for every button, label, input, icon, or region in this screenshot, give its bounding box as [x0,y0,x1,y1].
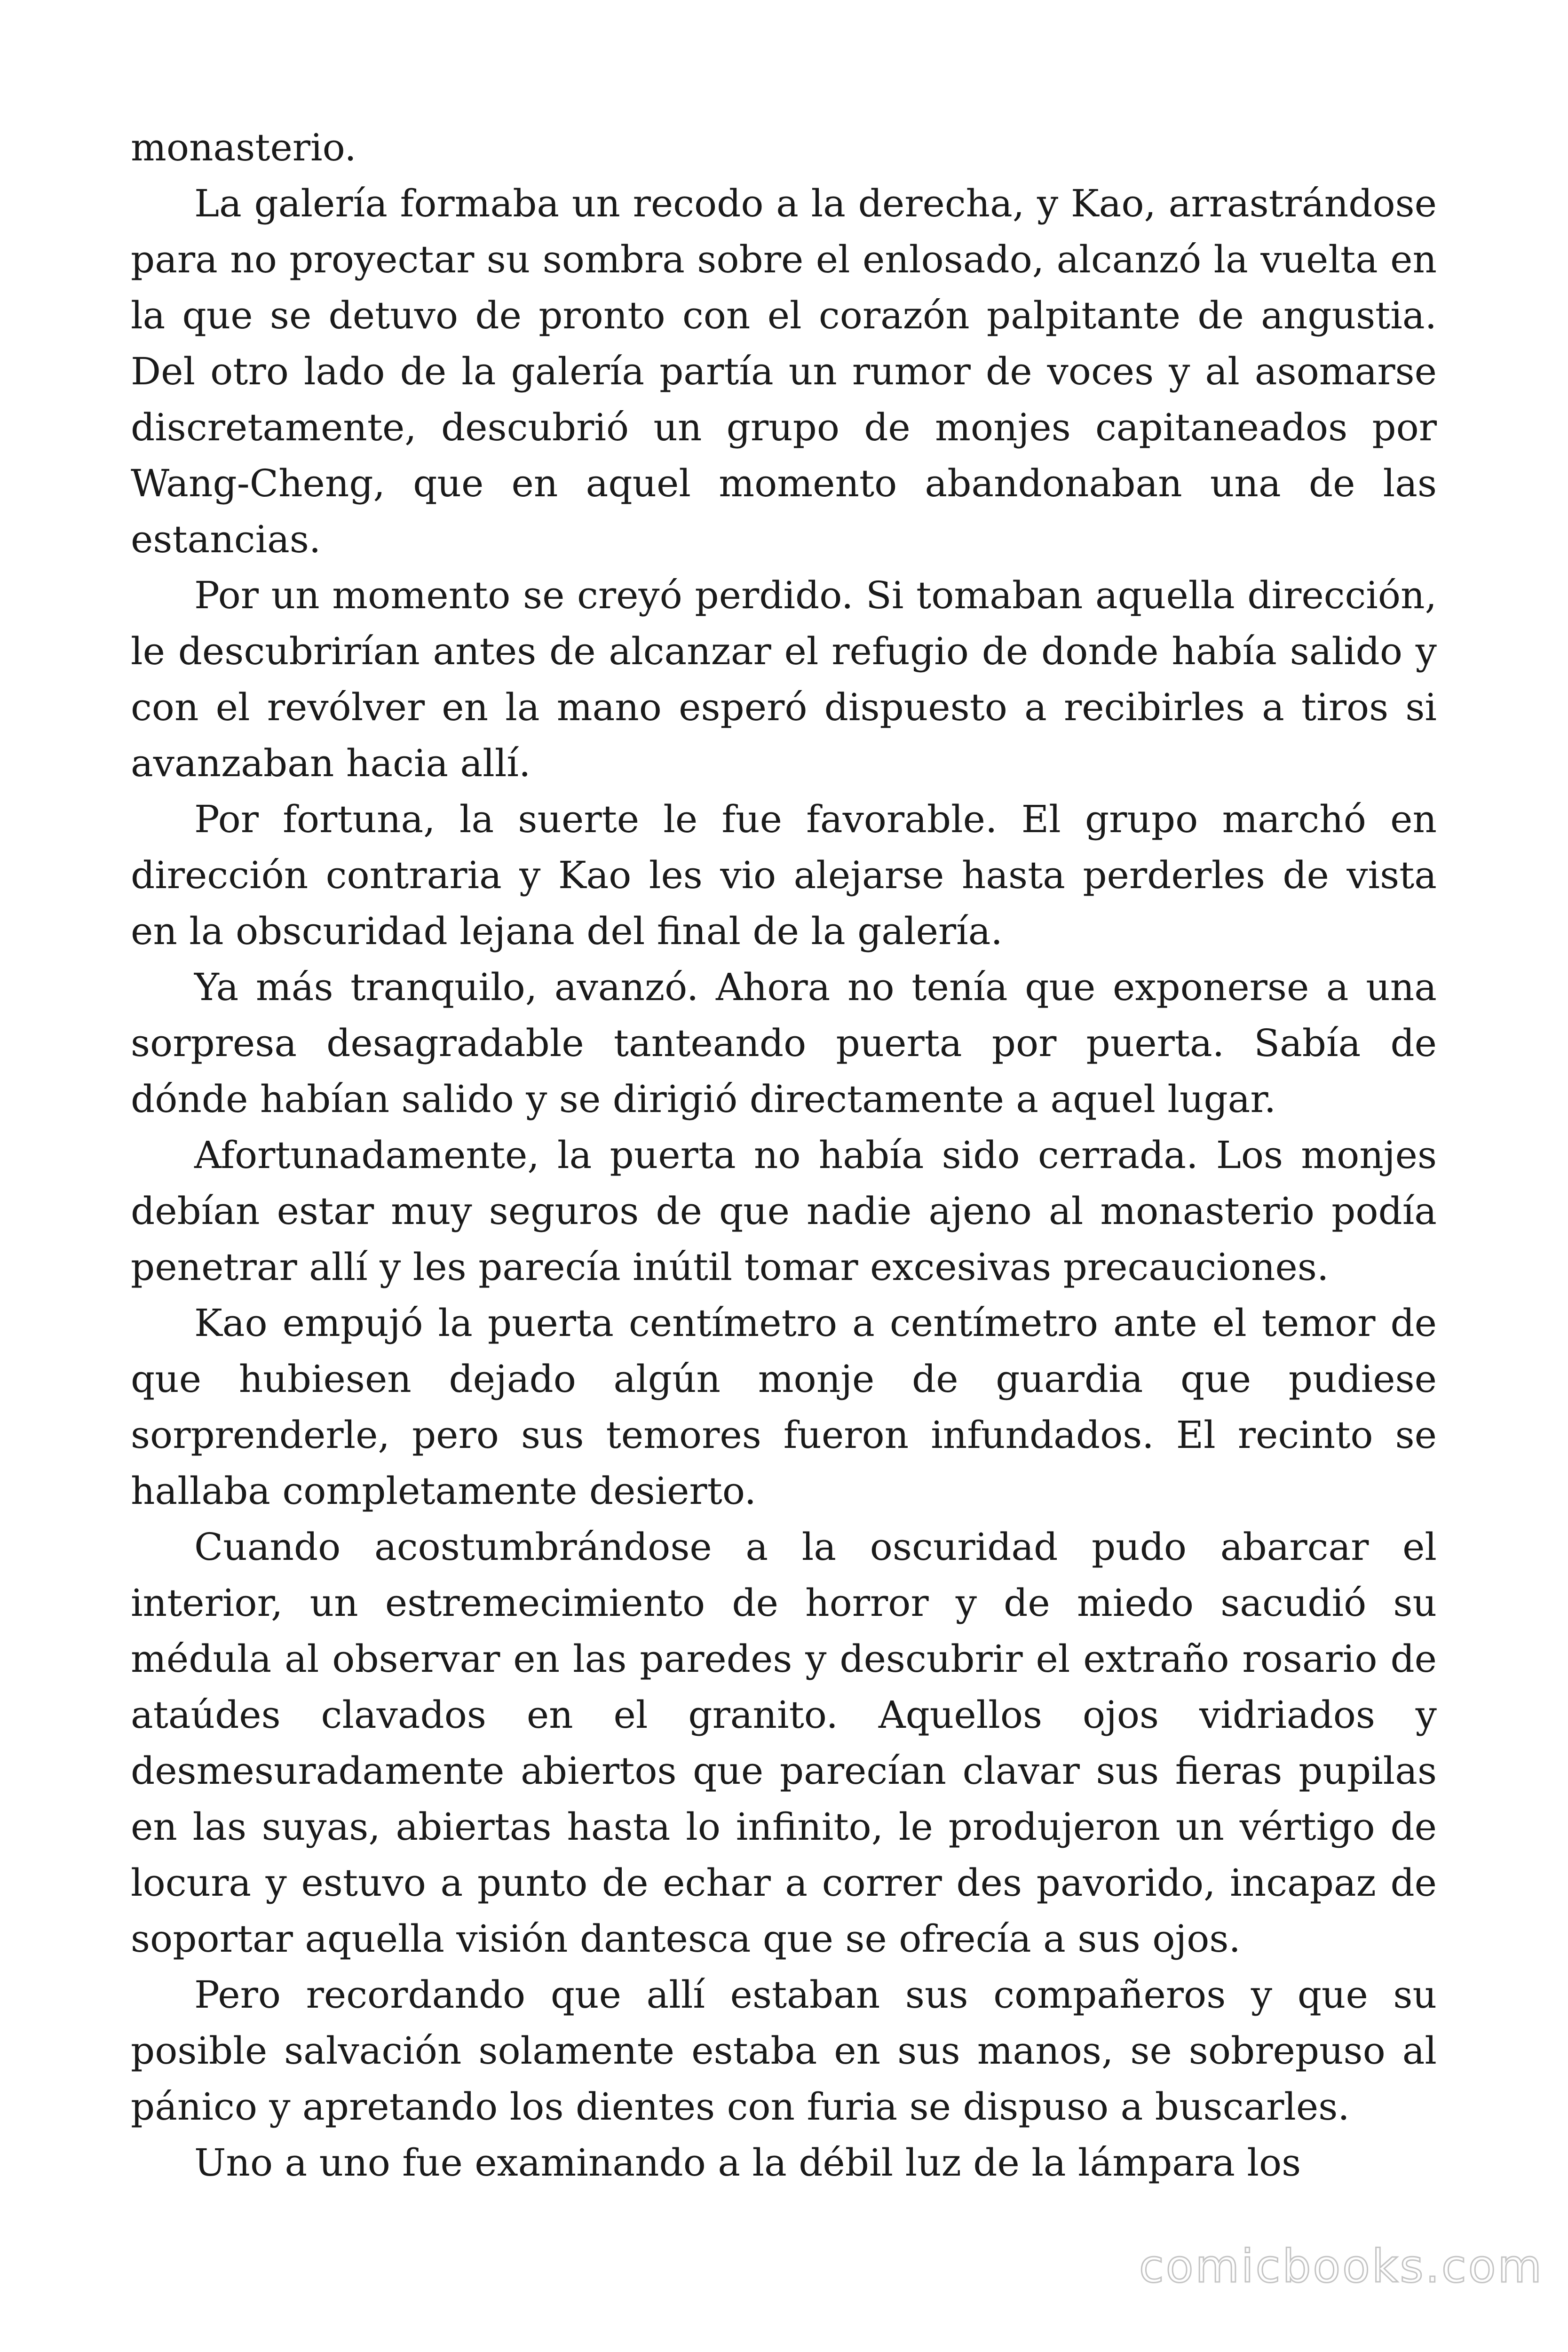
paragraph: Por un momento se creyó perdido. Si tomaban aquella dirección, le descubrirían antes de alcanzar el refugio de donde había salido y con el revólver en la mano esperó dispuesto a recibirles a tiros si avanzaban hacia allí. [131,573,1437,785]
paragraph: Pero recordando que allí estaban sus compañeros y que su posible salvación solamente estaba en sus manos, se sobrepuso al pánico y apretando los dientes con furia se dispuso a buscarles. [131,1973,1437,2129]
paragraph: Cuando acostumbrándose a la oscuridad pudo abarcar el interior, un estremecimiento de horror y de miedo sacudió su médula al observar en las paredes y descubrir el extraño rosario de ataúdes clavados en el granito. Aquellos ojos vidriados y desmesuradamente abiertos que parecían clavar sus fieras pupilas en las suyas, abiertas hasta lo infinito, le produjeron un vértigo de locura y estuvo a punto de echar a correr des pavorido, incapaz de soportar aquella visión dantesca que se ofrecía a sus ojos. [131,1525,1437,1961]
paragraph-final: Uno a uno fue examinando a la débil luz de la lámpara los [194,2141,1301,2185]
watermark: comicbooks.com [1139,2240,1544,2293]
paragraph: Afortunadamente, la puerta no había sido cerrada. Los monjes debían estar muy seguros de que nadie ajeno al monasterio podía penetrar allí y les parecía inútil tomar excesivas precauciones. [131,1133,1437,1289]
paragraph-continuation: monasterio. [131,126,356,169]
body-text [131,119,1437,2191]
paragraph: Kao empujó la puerta centímetro a centímetro ante el temor de que hubiesen dejado algún monje de guardia que pudiese sorprenderle, pero sus temores fueron infundados. El recinto se hallaba completamente desierto. [131,1301,1437,1513]
paragraph: Por fortuna, la suerte le fue favorable. El grupo marchó en dirección contraria y Kao les vio alejarse hasta perderles de vista en la obscuridad lejana del final de la galería. [131,797,1437,953]
paragraph: La galería formaba un recodo a la derecha, y Kao, arrastrándose para no proyectar su sombra sobre el enlosado, alcanzó la vuelta en la que se detuvo de pronto con el corazón palpitante de angustia. Del otro lado de la galería partía un rumor de voces y al asomarse discretamente, descubrió un grupo de monjes capitaneados por Wang-Cheng, que en aquel momento abandonaban una de las estancias. [131,182,1437,561]
paragraph: Ya más tranquilo, avanzó. Ahora no tenía que exponerse a una sorpresa desagradable tanteando puerta por puerta. Sabía de dónde habían salido y se dirigió directamente a aquel lugar. [131,965,1437,1121]
